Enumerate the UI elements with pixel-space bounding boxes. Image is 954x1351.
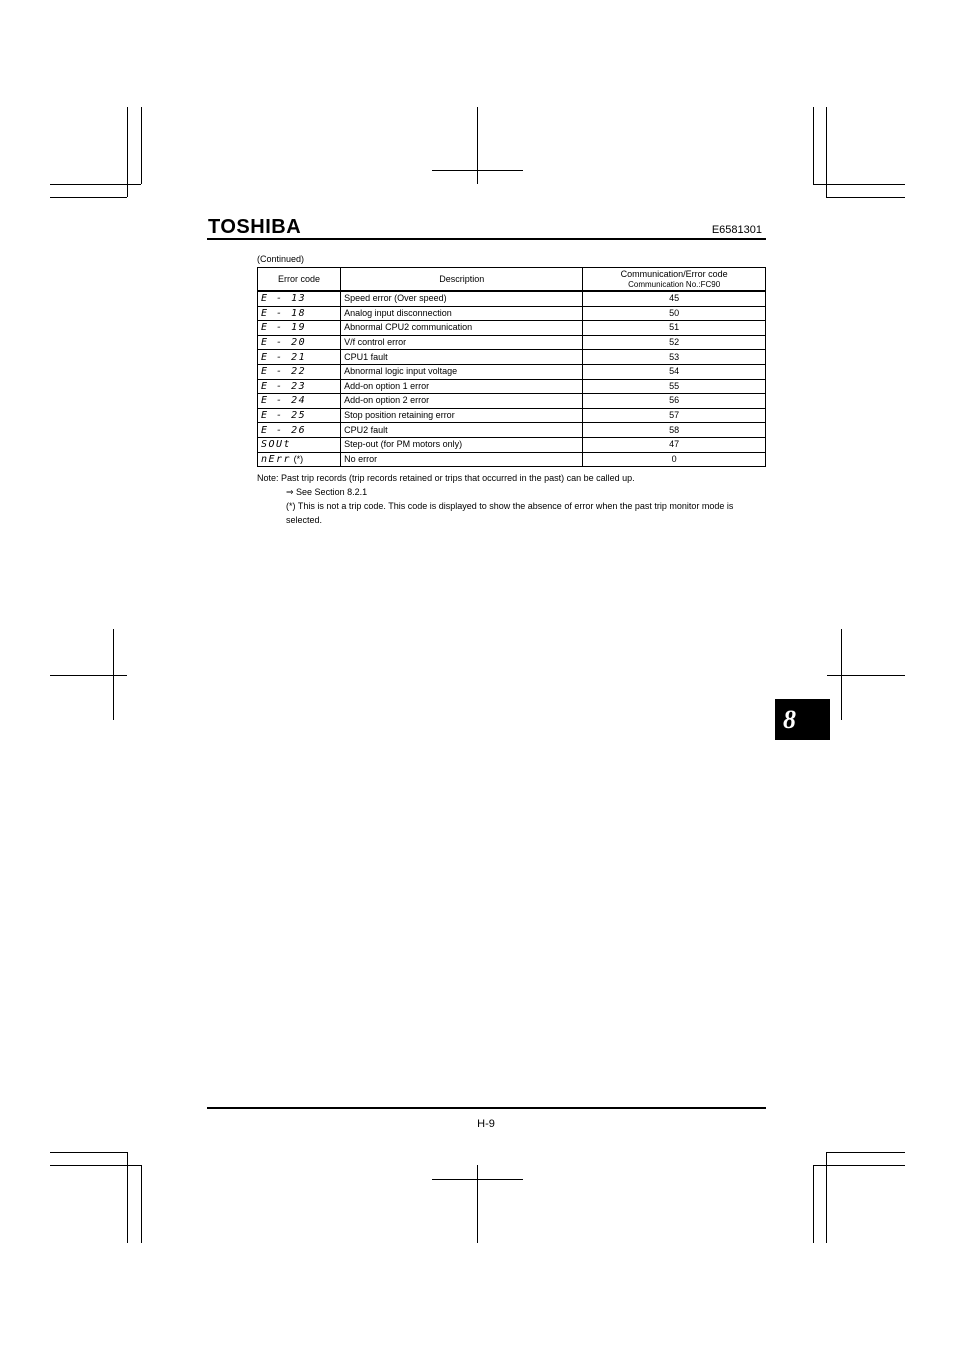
table-header-row [258,268,766,292]
table-row [258,452,766,467]
table-row [258,423,766,438]
crop-mark [826,1152,827,1243]
communication-error-code: 58 [583,423,766,438]
error-description: CPU1 fault [341,350,583,365]
communication-error-code: 54 [583,364,766,379]
error-code-cell [258,364,341,379]
error-code-cell [258,408,341,423]
error-description: No error [341,452,583,467]
error-code: E - 24 [261,395,307,407]
header-error-code: Error code [258,268,341,292]
crop-mark [50,675,127,676]
crop-mark [432,170,523,171]
error-code: E - 18 [261,307,307,319]
communication-error-code: 57 [583,408,766,423]
crop-mark [141,1165,142,1243]
chapter-tab: 8 [775,699,830,740]
crop-mark [432,1179,523,1180]
error-code-cell [258,291,341,306]
communication-error-code: 55 [583,379,766,394]
error-code: E - 20 [261,337,307,349]
crop-mark [127,1152,128,1243]
communication-error-code: 52 [583,335,766,350]
error-code-cell [258,350,341,365]
error-code-cell [258,335,341,350]
table-row [258,437,766,452]
error-description: Step-out (for PM motors only) [341,437,583,452]
brand-logo: TOSHIBA [208,216,302,238]
table-row [258,350,766,365]
error-code-cell [258,321,341,336]
document-number: E6581301 [711,224,762,236]
table-row [258,379,766,394]
error-description: Stop position retaining error [341,408,583,423]
communication-error-code: 50 [583,306,766,321]
communication-error-code: 56 [583,394,766,409]
table-row [258,321,766,336]
crop-mark [477,1165,478,1243]
crop-mark [813,107,814,184]
continued-label: (Continued) [257,254,305,264]
error-code: E - 25 [261,410,307,422]
error-code: nErr [261,453,292,465]
table-row [258,291,766,306]
error-code: E - 21 [261,351,307,363]
table-row [258,306,766,321]
error-code-cell [258,306,341,321]
error-code: E - 13 [261,293,307,305]
crop-mark [827,675,905,676]
see-section-reference: ⇒ See Section 8.2.1 [286,487,368,497]
header-communication-code [583,268,766,292]
header-comm-number-label: Communication No.:FC90 [628,279,721,289]
communication-error-code: 51 [583,321,766,336]
crop-mark [813,184,905,185]
crop-mark [50,1152,127,1153]
crop-mark [813,1165,814,1243]
communication-error-code: 53 [583,350,766,365]
crop-mark [826,1152,905,1153]
error-code-cell [258,437,341,452]
error-code-table [257,267,766,467]
error-code: E - 22 [261,366,307,378]
communication-error-code: 45 [583,291,766,306]
error-description: CPU2 fault [341,423,583,438]
error-description: Abnormal logic input voltage [341,364,583,379]
error-description: V/f control error [341,335,583,350]
error-code: E - 23 [261,380,307,392]
crop-mark [50,184,141,185]
error-code-cell [258,452,341,467]
error-code-suffix: (*) [293,453,304,464]
header-rule [207,238,766,240]
error-description: Analog input disconnection [341,306,583,321]
crop-mark [50,197,127,198]
error-description: Add-on option 1 error [341,379,583,394]
crop-mark [826,197,905,198]
table-row [258,364,766,379]
error-description: Abnormal CPU2 communication [341,321,583,336]
error-description: Speed error (Over speed) [341,291,583,306]
header-description: Description [341,268,583,292]
footer-rule [207,1107,766,1109]
notes [257,471,767,527]
error-code-cell [258,394,341,409]
header-comm-code-label: Communication/Error code [620,268,728,279]
table-row [258,394,766,409]
communication-error-code: 47 [583,437,766,452]
error-code-cell [258,423,341,438]
crop-mark [141,107,142,184]
error-description: Add-on option 2 error [341,394,583,409]
page-number: H-9 [477,1118,495,1130]
crop-mark [477,107,478,184]
error-code: E - 19 [261,322,307,334]
communication-error-code: 0 [583,452,766,467]
error-code: SOUt [261,439,292,451]
table-row [258,408,766,423]
error-code-cell [258,379,341,394]
table-row [258,335,766,350]
note-past-trip-records: Note: Past trip records (trip records retained or trips that occurred in the past) can be called up. [257,473,635,483]
asterisk-footnote: (*) This is not a trip code. This code is displayed to show the absence of error when the past trip monitor mode is selected. [286,501,734,525]
error-code: E - 26 [261,424,307,436]
